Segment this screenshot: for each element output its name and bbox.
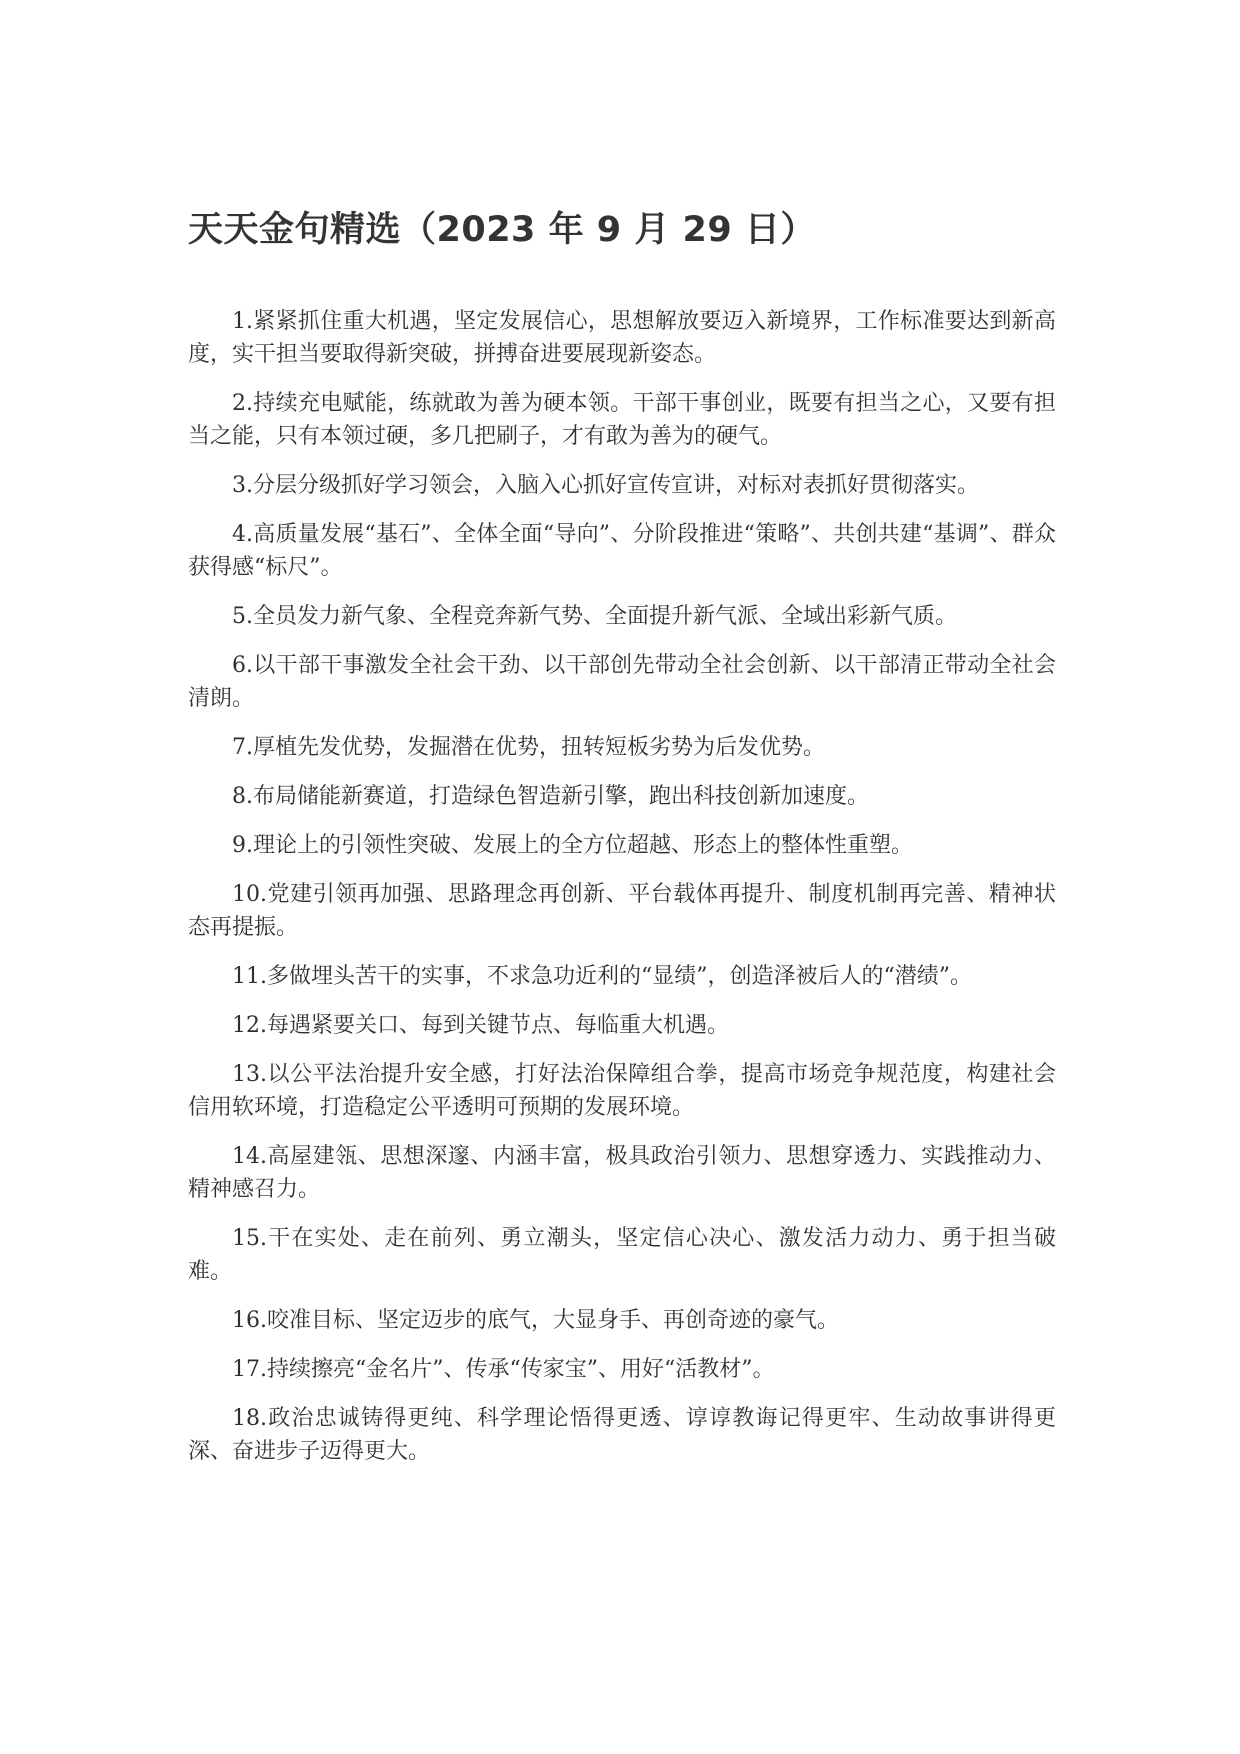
paragraph-10: 10.党建引领再加强、思路理念再创新、平台载体再提升、制度机制再完善、精神状态再提振。: [188, 882, 1056, 940]
paragraph-1: 1.紧紧抓住重大机遇，坚定发展信心，思想解放要迈入新境界，工作标准要达到新高度，实干担当要取得新突破，拼搏奋进要展现新姿态。: [188, 309, 1056, 367]
paragraph-5: 5.全员发力新气象、全程竞奔新气势、全面提升新气派、全域出彩新气质。: [232, 604, 957, 629]
paragraph-14: 14.高屋建瓴、思想深邃、内涵丰富，极具政治引领力、思想穿透力、实践推动力、精神感召力。: [188, 1144, 1056, 1202]
paragraph-6: 6.以干部干事激发全社会干劲、以干部创先带动全社会创新、以干部清正带动全社会清朗。: [188, 653, 1056, 711]
paragraph-17: 17.持续擦亮“金名片”、传承“传家宝”、用好“活教材”。: [232, 1357, 775, 1382]
document-body: [188, 305, 1056, 1484]
paragraph-4: 4.高质量发展“基石”、全体全面“导向”、分阶段推进“策略”、共创共建“基调”、群众获得感“标尺”。: [188, 522, 1056, 580]
paragraph-16: 16.咬准目标、坚定迈步的底气，大显身手、再创奇迹的豪气。: [232, 1308, 839, 1333]
paragraph-15: 15.干在实处、走在前列、勇立潮头，坚定信心决心、激发活力动力、勇于担当破难。: [188, 1226, 1056, 1284]
paragraph-2: 2.持续充电赋能，练就敢为善为硬本领。干部干事创业，既要有担当之心，又要有担当之能，只有本领过硬，多几把刷子，才有敢为善为的硬气。: [188, 391, 1056, 449]
paragraph-3: 3.分层分级抓好学习领会，入脑入心抓好宣传宣讲，对标对表抓好贯彻落实。: [232, 473, 979, 498]
document-title: 天天金句精选（2023 年 9 月 29 日）: [188, 210, 816, 250]
paragraph-18: 18.政治忠诚铸得更纯、科学理论悟得更透、谆谆教诲记得更牢、生动故事讲得更深、奋进步子迈得更大。: [188, 1406, 1056, 1464]
paragraph-7: 7.厚植先发优势，发掘潜在优势，扭转短板劣势为后发优势。: [232, 735, 825, 760]
paragraph-13: 13.以公平法治提升安全感，打好法治保障组合拳，提高市场竞争规范度，构建社会信用软环境，打造稳定公平透明可预期的发展环境。: [188, 1062, 1056, 1120]
paragraph-11: 11.多做埋头苦干的实事，不求急功近利的“显绩”，创造泽被后人的“潜绩”。: [232, 964, 972, 989]
paragraph-8: 8.布局储能新赛道，打造绿色智造新引擎，跑出科技创新加速度。: [232, 784, 869, 809]
paragraph-12: 12.每遇紧要关口、每到关键节点、每临重大机遇。: [232, 1013, 729, 1038]
paragraph-9: 9.理论上的引领性突破、发展上的全方位超越、形态上的整体性重塑。: [232, 833, 913, 858]
